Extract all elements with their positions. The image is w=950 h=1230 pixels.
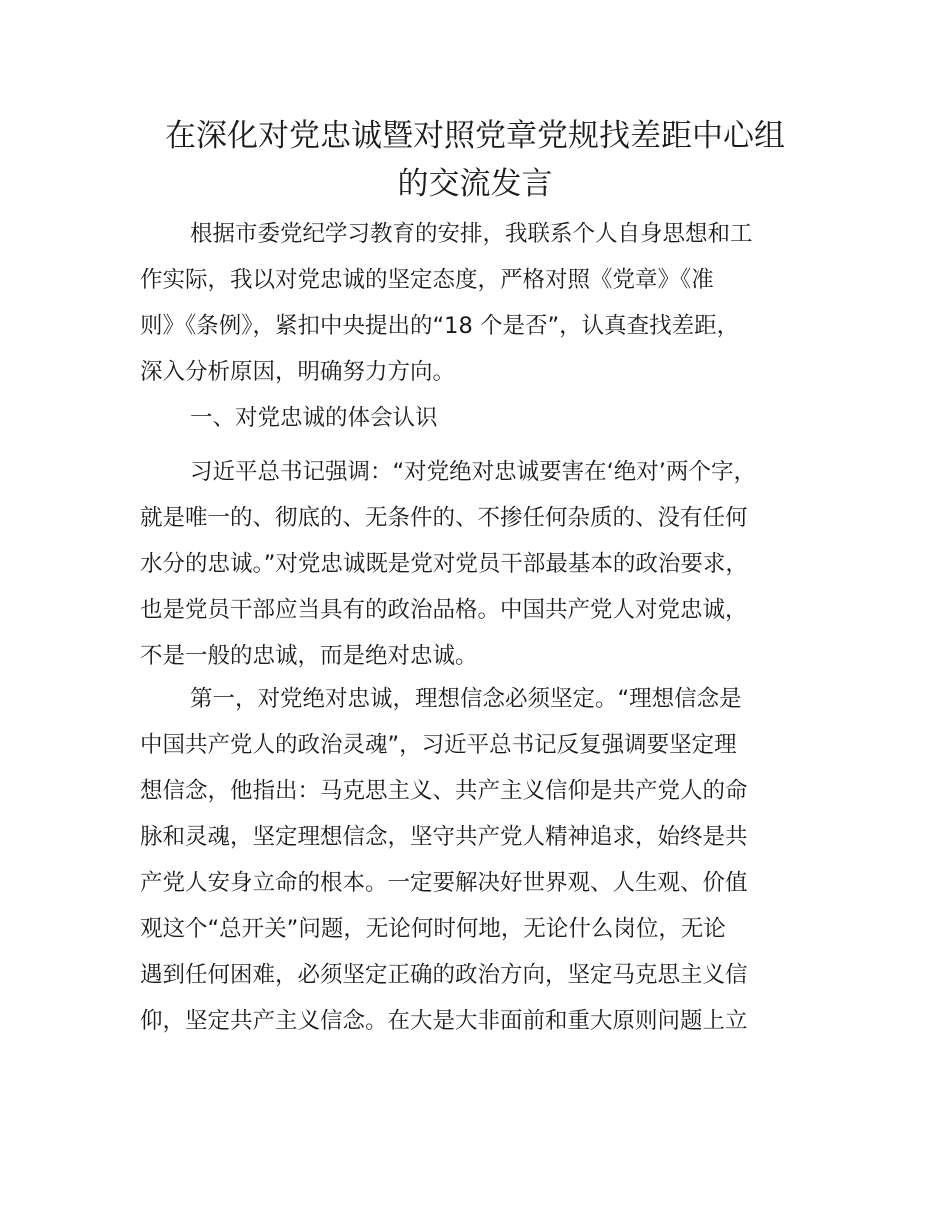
section-heading	[140, 395, 840, 441]
title-line: 的交流发言	[397, 166, 553, 202]
text-line: 仰，坚定共产主义信念。在大是大非面前和重大原则问题上立	[140, 1008, 748, 1034]
text-line: 则》《条例》，紧扣中央提出的“18 个是否”，认真查找差距，	[140, 313, 740, 339]
text-line: 深入分析原因，明确努力方向。	[140, 359, 456, 385]
text-line: 习近平总书记强调：“对党绝对忠诚要害在‘绝对’两个字，	[190, 459, 756, 485]
text-line: 作实际，我以对党忠诚的坚定态度，严格对照《党章》《准	[140, 267, 714, 293]
paragraph-intro	[140, 211, 840, 395]
text-line: 观这个“总开关”问题，无论何时何地，无论什么岗位，无论	[140, 916, 726, 942]
text-line: 也是党员干部应当具有的政治品格。中国共产党人对党忠诚，	[140, 597, 748, 623]
text-line: 水分的忠诚。”对党忠诚既是党对党员干部最基本的政治要求，	[140, 551, 748, 577]
text-line: 中国共产党人的政治灵魂”，习近平总书记反复强调要坚定理	[140, 732, 737, 758]
title-line: 在深化对党忠诚暨对照党章党规找差距中心组	[165, 118, 785, 154]
heading-text: 一、对党忠诚的体会认识	[190, 405, 438, 431]
text-line: 就是唯一的、彻底的、无条件的、不掺任何杂质的、没有任何	[140, 505, 748, 531]
text-line: 不是一般的忠诚，而是绝对忠诚。	[140, 643, 478, 669]
text-line: 脉和灵魂，坚定理想信念，坚守共产党人精神追求，始终是共	[140, 824, 748, 850]
paragraph-first-point	[140, 676, 840, 1044]
text-line: 遇到任何困难，必须坚定正确的政治方向，坚定马克思主义信	[140, 962, 748, 988]
text-line: 第一，对党绝对忠诚，理想信念必须坚定。“理想信念是	[190, 686, 742, 712]
text-line: 根据市委党纪学习教育的安排，我联系个人自身思想和工	[190, 221, 753, 247]
text-line: 产党人安身立命的根本。一定要解决好世界观、人生观、价值	[140, 870, 748, 896]
paragraph-quote	[140, 449, 840, 679]
text-line: 想信念，他指出：马克思主义、共产主义信仰是共产党人的命	[140, 778, 748, 804]
document-title	[100, 112, 850, 208]
